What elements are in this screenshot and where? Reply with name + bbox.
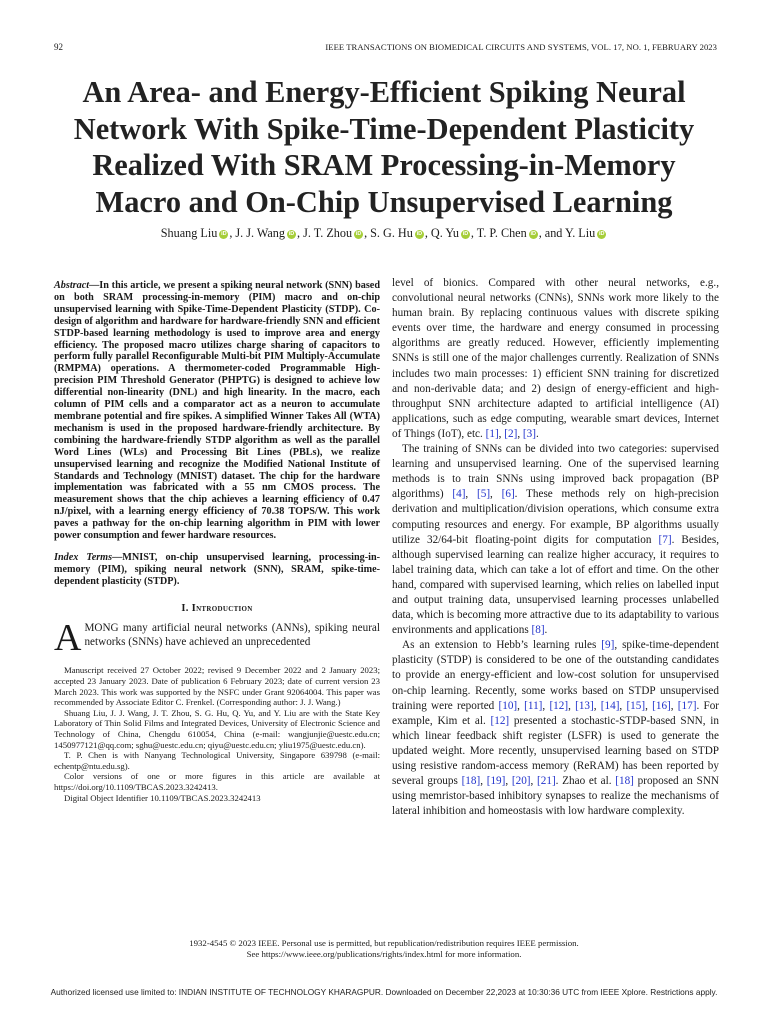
- author: [303, 226, 370, 240]
- citation-link[interactable]: [7]: [658, 533, 672, 546]
- footnote-manuscript: Manuscript received 27 October 2022; revised 9 December 2022 and 2 January 2023; accepted 23 January 2023. Date of publication 6 February 2023; date of current version 23 March 2023. This work was supported by the NSFC under Grant 92064004. This paper was recommended by Associate Editor C. Frenkel. (Corresponding author: J. J. Wang.): [54, 665, 380, 708]
- author-name: Q. Yu: [430, 226, 459, 240]
- citation-link[interactable]: [14]: [600, 699, 620, 712]
- text-run: ,: [517, 699, 525, 712]
- intro-text: MONG many artificial neural networks (ANNs), spiking neural networks (SNNs) have achieved an unprecedented: [84, 621, 380, 648]
- page-number: 92: [54, 42, 63, 52]
- citation-link[interactable]: [13]: [575, 699, 594, 712]
- authorized-use-banner: Authorized licensed use limited to: INDIAN INSTITUTE OF TECHNOLOGY KHARAGPUR. Downloaded on December 22,2023 at 10:30:36 UTC from IEEE Xplore. Restrictions apply.: [50, 987, 718, 997]
- citation-link[interactable]: [16]: [652, 699, 671, 712]
- section-heading-introduction: [54, 603, 380, 614]
- author-name: S. G. Hu: [370, 226, 413, 240]
- right-column: [392, 276, 719, 819]
- citation-link[interactable]: [9]: [601, 639, 615, 652]
- orcid-icon[interactable]: iD: [288, 231, 295, 237]
- author-name: Y. Liu: [564, 226, 596, 240]
- orcid-icon[interactable]: iD: [355, 231, 362, 237]
- citation-link[interactable]: [10]: [498, 699, 518, 712]
- text-run: As an extension to Hebb’s learning rules: [402, 639, 602, 652]
- citation-link[interactable]: [12]: [490, 714, 510, 727]
- text-run: ,: [498, 427, 505, 440]
- citation-link[interactable]: [5]: [477, 488, 491, 501]
- footnote-doi: Digital Object Identifier 10.1109/TBCAS.2023.3242413: [64, 792, 261, 803]
- text-run: ,: [670, 699, 678, 712]
- title-line: Macro and On-Chip Unsupervised Learning: [95, 184, 673, 219]
- copyright-line: 1932-4545 © 2023 IEEE. Personal use is permitted, but republication/redistribution requires IEEE permission.: [189, 938, 579, 948]
- text-run: . For example, Kim et al.: [392, 699, 720, 727]
- author: [235, 226, 303, 240]
- citation-link[interactable]: [19]: [486, 775, 506, 788]
- index-terms-text: —MNIST, on-chip unsupervised learning, processing-in-memory (PIM), spiking neural network (SNN), SRAM, spike-time-dependent plasticity (STDP).: [54, 551, 380, 587]
- body-paragraph-1: [392, 276, 719, 442]
- citation-link[interactable]: [18]: [461, 775, 481, 788]
- index-terms-lead: Index Terms: [54, 551, 113, 563]
- citation-link[interactable]: [4]: [452, 488, 466, 501]
- text-run: .: [544, 624, 548, 637]
- text-run: ,: [465, 488, 477, 501]
- text-run: ,: [593, 699, 601, 712]
- text-run: . These methods rely on high-precision derivation and multiplication/division operations, which consume extra computing resources and energy. For example, BP algorithms usually utilize 32/64-bit floating-point digits for computation: [392, 488, 719, 546]
- text-run: ,: [530, 775, 538, 788]
- footnotes: [54, 665, 380, 803]
- author-separator: ,: [470, 226, 477, 240]
- text-run: ,: [542, 699, 550, 712]
- author-name: Shuang Liu: [160, 226, 218, 240]
- title-line: An Area- and Energy-Efficient Spiking Neural: [82, 75, 686, 109]
- running-head: IEEE TRANSACTIONS ON BIOMEDICAL CIRCUITS AND SYSTEMS, VOL. 17, NO. 1, FEBRUARY 2023: [325, 42, 717, 52]
- footnote-affiliation-2: T. P. Chen is with Nanyang Technological University, Singapore 639798 (e-mail: echentp@ntu.edu.sg).: [54, 750, 380, 771]
- citation-link[interactable]: [17]: [677, 699, 697, 712]
- citation-link[interactable]: [12]: [549, 699, 569, 712]
- citation-link[interactable]: [18]: [615, 775, 634, 788]
- text-run: .: [535, 427, 539, 440]
- text-run: ,: [480, 775, 487, 788]
- author-separator: ,: [296, 226, 304, 240]
- title-line: Realized With SRAM Processing-in-Memory: [92, 148, 676, 183]
- text-run: level of bionics. Compared with other neural networks, e.g., convolutional neural networks (CNNs), SNNs work more likely to the human brain. By replacing continuous values with discrete spiking events over time, the hardware and energy consumed in processing algorithms are greatly reduced. However, efficiently implementing SNNs is still one of the major challenges currently. Realization of SNNs includes two main processes: 1) efficient SNN training for discretized and non-derivable data; and 2) design of energy-efficient and high-throughput SNN architecture adapted to artificial intelligence (AI) applications, such as edge computing, wearable smart devices, Internet of Things (IoT), etc.: [392, 277, 719, 440]
- text-run: proposed an SNN using memristor-based inhibitory synapses to realize the mechanisms of lateral inhibition and homeostasis with low hardware complexity.: [392, 775, 720, 818]
- abstract: [54, 280, 380, 542]
- orcid-icon[interactable]: iD: [416, 231, 423, 237]
- author-separator: ,: [424, 226, 431, 240]
- author-separator: , and: [538, 226, 565, 240]
- text-run: The training of SNNs can be divided into two categories: supervised learning and unsupervised learning. One of the supervised learning methods is to train SNNs using improved back propagation (BP algorithms): [392, 443, 719, 501]
- text-run: presented a stochastic-STDP-based SNN, in which linear feedback shift register (LSFR) is used to generate the updated weight. More recently, unsupervised learning based on STDP using resistive random-access memory (ReRAM) has been reported by several groups: [392, 714, 719, 788]
- citation-link[interactable]: [2]: [504, 427, 518, 440]
- citation-link[interactable]: [3]: [522, 427, 536, 440]
- author: [431, 226, 477, 240]
- footnote-affiliation: Shuang Liu, J. J. Wang, J. T. Zhou, S. G. Hu, Q. Yu, and Y. Liu are with the State Key Laboratory of Thin Solid Films and Integrated Devices, University of Electronic Science and Technology of China, Chengdu 610054, China (e-mail: wangjunjie@uestc.edu.cn; 1450977121@qq.com; sghu@uestc.edu.cn; qiyu@uestc.edu.cn; yliu1975@uestc.edu.cn).: [54, 707, 380, 750]
- citation-link[interactable]: [11]: [524, 699, 543, 712]
- abstract-lead: Abstract: [54, 280, 90, 291]
- author-separator: ,: [229, 226, 236, 240]
- author-name: J. T. Zhou: [303, 226, 353, 240]
- drop-cap: A: [54, 616, 82, 659]
- footnote-color-versions: Color versions of one or more figures in this article are available at https://doi.org/10.1109/TBCAS.2023.3242413.: [54, 771, 380, 792]
- citation-link[interactable]: [8]: [531, 624, 545, 637]
- index-terms: [54, 552, 380, 588]
- author-name: J. J. Wang: [235, 226, 285, 240]
- text-run: ,: [568, 699, 576, 712]
- intro-paragraph: [54, 616, 380, 659]
- text-run: , spike-time-dependent plasticity (STDP) is considered to be one of the outstanding candidates to provide an energy-efficient and low-cost solution for unsupervised on-chip learning. Recently, some works based on STDP unsupervised training were reported: [392, 639, 719, 712]
- citation-link[interactable]: [21]: [537, 775, 556, 788]
- text-run: ,: [619, 699, 627, 712]
- abstract-text: —In this article, we present a spiking neural network (SNN) based on both SRAM processing-in-memory (PIM) macro and on-chip unsupervised learning with Spike-Time-Dependent Plasticity (STDP). Co-design of algorithm and hardware for hardware-friendly SNN and efficient STDP-based learning methodology is used to improve area and energy efficiency. The proposed macro utilizes charge sharing of capacitors to perform fully parallel Reconfigurable Multi-bit PIM Multiply-Accumulate (RMPMA) operations. A thermometer-coded Programmable High-precision PIM Threshold Generator (PHPTG) is designed to achieve low differential non-linearity (DNL) and high linearity. In the macro, each column of PIM cells and a comparator act as a neuron to accumulate membrane potential and fire spikes. A simplified Winner Takes All (WTA) mechanism is used in the proposed hardware-friendly architecture. By combining the hardware-friendly STDP algorithm as well as the parallel Word Lines (WLs) and Processing Bit Lines (PBLs), we realize unsupervised learning and recognize the Modified National Institute of Standards and Technology (MNIST) dataset. The chip for the hardware implementation was fabricated with a 55 nm CMOS process. The measurement shows that the chip achieves a learning efficiency of 0.47 nJ/pixel, with a learning energy efficiency of 70.38 TOPS/W. This work paves a pathway for the on-chip learning algorithm in PIM with lower power consumption and fewer hardware resources.: [54, 280, 380, 542]
- author: [565, 226, 607, 240]
- orcid-icon[interactable]: iD: [462, 231, 469, 237]
- orcid-icon[interactable]: iD: [530, 231, 536, 237]
- text-run: . Zhao et al.: [555, 775, 616, 788]
- citation-link[interactable]: [1]: [485, 427, 499, 440]
- author-name: T. P. Chen: [476, 226, 527, 240]
- citation-link[interactable]: [6]: [501, 488, 515, 501]
- copyright-url-line: See https://www.ieee.org/publications/rights/index.html for more information.: [246, 949, 522, 959]
- author: [370, 226, 431, 240]
- text-run: ,: [645, 699, 653, 712]
- orcid-icon[interactable]: iD: [598, 231, 605, 237]
- text-run: ,: [490, 488, 502, 501]
- paper-title: [60, 74, 708, 220]
- section-title: Introduction: [191, 602, 253, 614]
- copyright-notice: [60, 938, 708, 960]
- body-paragraph-3: [392, 638, 719, 819]
- author-list: [40, 226, 728, 241]
- left-column: [54, 280, 380, 803]
- citation-link[interactable]: [20]: [511, 775, 531, 788]
- author-separator: ,: [364, 226, 371, 240]
- body-paragraph-2: [392, 442, 719, 638]
- section-numeral: I.: [181, 602, 189, 614]
- text-run: ,: [505, 775, 512, 788]
- author: [477, 226, 565, 240]
- author: [161, 226, 236, 240]
- citation-link[interactable]: [15]: [626, 699, 646, 712]
- title-line: Network With Spike-Time-Dependent Plasticity: [73, 111, 695, 146]
- text-run: ,: [517, 427, 523, 440]
- orcid-icon[interactable]: iD: [221, 231, 227, 237]
- text-run: . Besides, although supervised learning can realize higher accuracy, it requires to label training data, which can take a lot of effort and time. On the other hand, compared with supervised learning, which relies on labelled input and output training data, unsupervised learning processes unlabelled data, which is becoming more attractive due to its adaptability to various environments and applications: [392, 533, 719, 637]
